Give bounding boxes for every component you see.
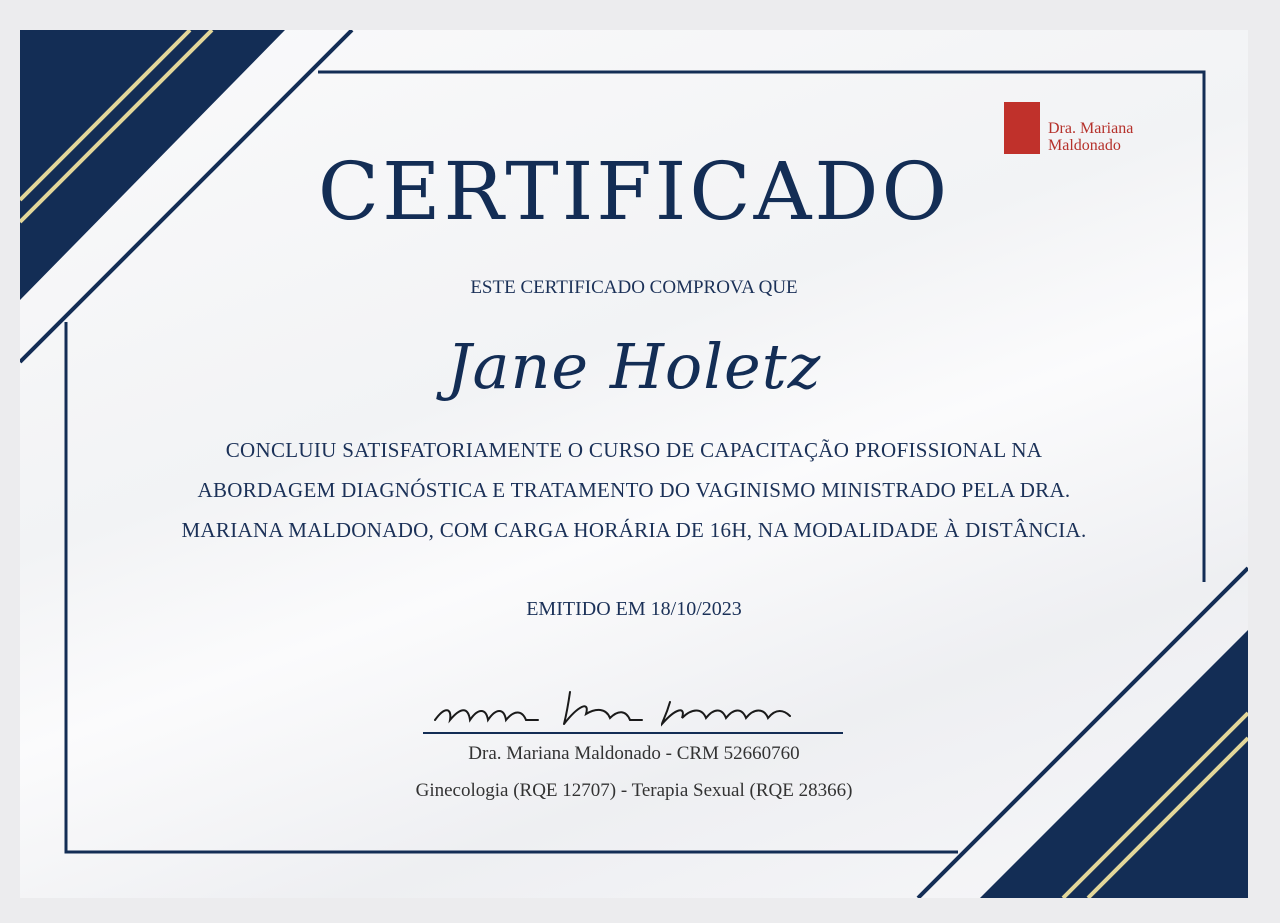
logo-line-1: Dra. Mariana — [1048, 120, 1134, 137]
handwritten-signature — [430, 678, 830, 734]
certificate-title: CERTIFICADO — [317, 145, 951, 238]
logo-line-2: Maldonado — [1048, 137, 1121, 154]
certificate-sheet — [20, 30, 1248, 898]
recipient-name: Jane Holetz — [446, 330, 822, 403]
body-line: CONCLUIU SATISFATORIAMENTE O CURSO DE CAPACITAÇÃO PROFISSIONAL NA — [225, 438, 1043, 462]
signature-line — [423, 732, 843, 734]
certificate-body — [20, 430, 1248, 550]
body-line: ABORDAGEM DIAGNÓSTICA E TRATAMENTO DO VAGINISMO MINISTRADO PELA DRA. — [197, 478, 1071, 502]
certificate-subtitle: ESTE CERTIFICADO COMPROVA QUE — [470, 277, 798, 298]
issue-date: EMITIDO EM 18/10/2023 — [526, 598, 742, 620]
signer-name: Dra. Mariana Maldonado - CRM 52660760 — [468, 743, 800, 764]
signer-specialty: Ginecologia (RQE 12707) - Terapia Sexual (RQE 28366) — [415, 780, 853, 801]
body-line: MARIANA MALDONADO, COM CARGA HORÁRIA DE 16H, NA MODALIDADE À DISTÂNCIA. — [181, 518, 1087, 542]
